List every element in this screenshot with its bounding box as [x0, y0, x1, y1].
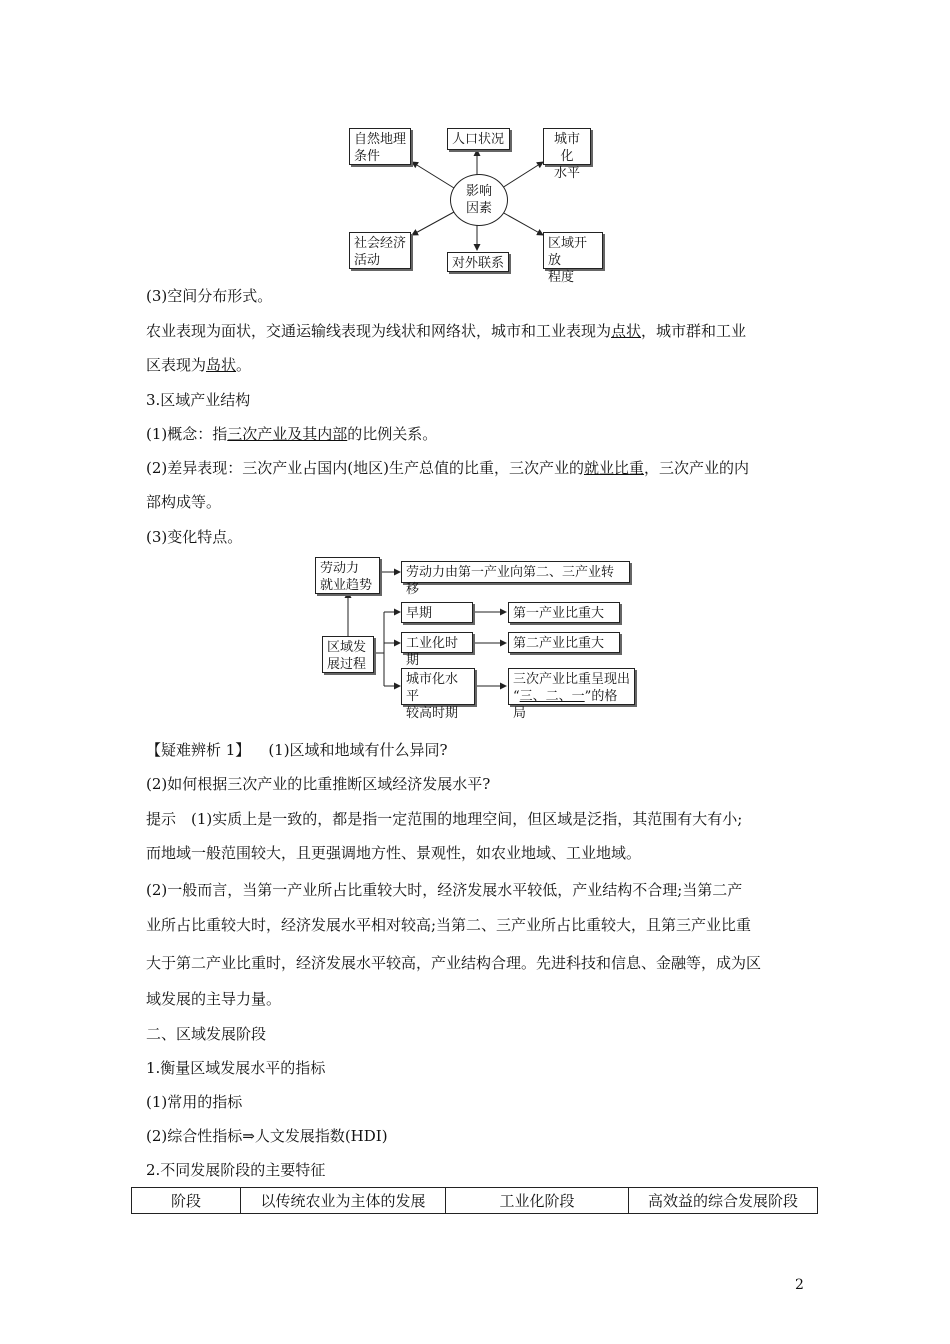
change-title: (3)变化特点。 — [146, 528, 243, 546]
section3-title: 3.区域产业结构 — [146, 391, 251, 409]
measure-composite: (2)综合性指标⇒人文发展指数(HDI) — [146, 1127, 388, 1145]
underlined-term: 就业比重 — [583, 459, 644, 477]
urban-result-line2 — [513, 688, 630, 722]
text-run: ，城市群和工业 — [641, 322, 747, 340]
spatial-title: (3)空间分布形式。 — [146, 287, 273, 305]
labor-trend-box: 劳动力 就业趋势 — [315, 557, 380, 594]
section2-title: 二、区域发展阶段 — [146, 1025, 267, 1043]
text-run: 的比例关系。 — [347, 425, 438, 443]
early-box: 早期 — [401, 602, 473, 623]
urban-result-box — [508, 668, 635, 721]
node-natural-conditions: 自然地理 条件 — [349, 128, 411, 165]
development-process-diagram — [310, 556, 650, 721]
question-header — [146, 740, 448, 760]
hint-line5: 大于第二产业比重时，经济发展水平较高，产业结构合理。先进科技和信息、金融等，成为区 — [146, 954, 762, 972]
hint-line4: 业所占比重较大时，经济发展水平相对较高;当第二、三产业所占比重较大，且第三产业比重 — [146, 916, 752, 934]
hint-line2: 而地域一般范围较大，且更强调地方性、景观性，如农业地域、工业地域。 — [146, 844, 642, 862]
development-process-box: 区域发 展过程 — [322, 636, 374, 673]
measure-title: 1.衡量区域发展水平的指标 — [146, 1059, 326, 1077]
question-2: (2)如何根据三次产业的比重推断区域经济发展水平? — [146, 775, 491, 793]
header-traditional: 以传统农业为主体的发展 — [241, 1188, 446, 1214]
text-run: ，三次产业的内 — [643, 459, 749, 477]
underlined-term: 三次产业及其内部 — [227, 425, 348, 443]
stages-table — [131, 1187, 818, 1214]
page-number: 2 — [795, 1277, 804, 1293]
node-urbanization: 城市化 水平 — [543, 128, 591, 165]
text-run: ”的格局 — [513, 689, 618, 721]
early-result-box: 第一产业比重大 — [508, 602, 620, 623]
difference-line1 — [146, 458, 749, 478]
node-openness: 区域开放 程度 — [543, 232, 603, 269]
hint-line1: 提示 (1)实质上是一致的，都是指一定范围的地理空间，但区域是泛指，其范围有大有小; — [146, 810, 743, 828]
node-external-links: 对外联系 — [447, 252, 509, 272]
text-run: 。 — [236, 356, 252, 374]
difference-line2: 部构成等。 — [146, 493, 222, 511]
question-1: (1)区域和地域有什么异同? — [268, 741, 448, 759]
header-high-efficiency: 高效益的综合发展阶段 — [629, 1188, 818, 1214]
hint-line3: (2)一般而言，当第一产业所占比重较大时，经济发展水平较低，产业结构不合理;当第二产 — [146, 881, 743, 899]
text-run: “ — [513, 689, 520, 704]
urban-result-line1: 三次产业比重呈现出 — [513, 672, 631, 687]
node-social-economy: 社会经济 活动 — [349, 232, 411, 269]
text-run: (2)差异表现：三次产业占国内(地区)生产总值的比重，三次产业的 — [146, 459, 584, 477]
text-run: (1)概念：指 — [146, 425, 228, 443]
center-influence-factors: 影响 因素 — [450, 174, 508, 226]
table-header-row — [132, 1188, 818, 1214]
concept-line — [146, 424, 437, 444]
header-industrial: 工业化阶段 — [446, 1188, 629, 1214]
hint-line6: 域发展的主导力量。 — [146, 990, 282, 1008]
spatial-body-line2 — [146, 355, 251, 375]
industrial-box: 工业化时期 — [401, 632, 473, 653]
industrial-result-box: 第二产业比重大 — [508, 632, 620, 653]
text-run: 农业表现为面状，交通运输线表现为线状和网络状，城市和工业表现为 — [146, 322, 612, 340]
text-run: 区表现为 — [146, 356, 207, 374]
labor-shift-box: 劳动力由第一产业向第二、三产业转移 — [401, 561, 630, 583]
urban-box: 城市化水平 较高时期 — [401, 668, 475, 705]
measure-common: (1)常用的指标 — [146, 1093, 243, 1111]
underlined-term: 岛状 — [206, 356, 237, 374]
underlined-term: 三、二、一 — [519, 689, 585, 704]
question-label: 【疑难辨析 1】 — [146, 741, 251, 759]
header-stage: 阶段 — [132, 1188, 241, 1214]
stages-title: 2.不同发展阶段的主要特征 — [146, 1161, 326, 1179]
node-population: 人口状况 — [447, 128, 510, 150]
influence-factors-diagram — [340, 122, 620, 285]
underlined-term: 点状 — [611, 322, 642, 340]
spatial-body-line1 — [146, 321, 746, 341]
